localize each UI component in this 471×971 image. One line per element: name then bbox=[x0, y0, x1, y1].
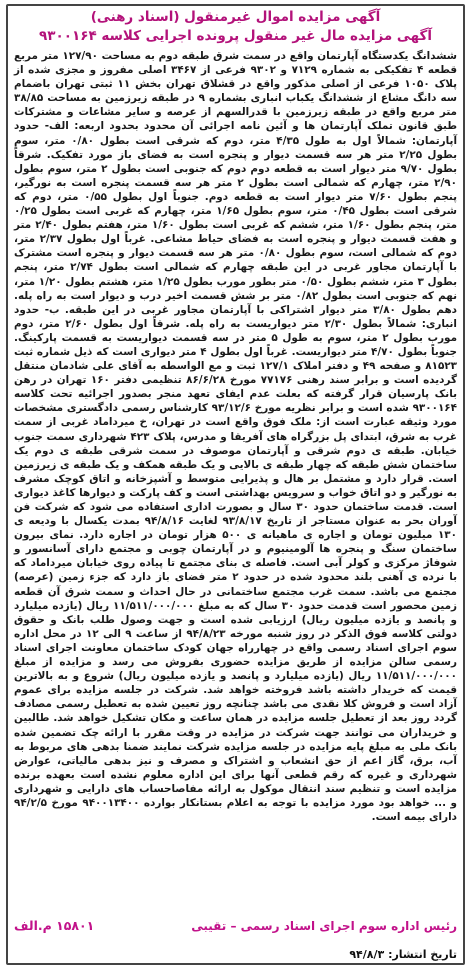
notice-code: ۱۵۸۰۱ م.الف bbox=[14, 918, 95, 933]
notice-footer bbox=[14, 918, 457, 933]
signature-row bbox=[14, 918, 457, 933]
notice-title: آگهی مزایده اموال غیرمنقول (اسناد رهنی) bbox=[90, 9, 381, 25]
publish-date: تاریخ انتشار: ۹۴/۸/۳ bbox=[349, 948, 457, 961]
notice-subtitle: آگهی مزایده مال غیر منقول پرونده اجرایی کلاسه ۹۳۰۰۱۶۴ bbox=[39, 28, 432, 44]
notice-header bbox=[10, 8, 461, 45]
notice-body: ششدانگ یکدستگاه آپارتمان واقع در سمت شرق طبقه دوم به مساحت ۱۲۷/۹۰ متر مربع قطعه ۴ تفکیکی به شماره ۷۱۲۹ و ۹۳۰۲ فرعی از ۳۴۶۷ اصلی مفروز و مجزی شده از پلاک ۱۰۵۰ فرعی از اصلی مذکور واقع در قشلاق تهران بخش ۱۱ ثبتی تهران باضمام سه دانگ مشاع از ششدانگ یکباب انباری بشماره ۹ در طبقه زیرزمین به مساحت ۳۸/۸۵ متر مربع واقع در طبقه زیرزمین با قدرالسهم از عرصه و سایر مشاعات و مشترکات طبق قانون تملک آپارتمان ها و آئین نامه اجرائی آن محدود بحدود اربعه: الف- حدود آپارتمان: شمالاً اول به طول ۴/۳۵ متر، دوم که شرقی است بطول ۰/۸۰ متر، سوم بطول ۲/۲۵ متر هر سه قسمت دیوار و پنجره است به فضای باز مورد تفکیک. شرقاً بطول ۹/۷۰ متر دیوار است به قطعه دوم دوم که جنوبی است بطول ۲ متر، سوم بطول ۲/۹۰ متر، چهارم که شمالی است بطول ۲ متر هر سه قسمت پنجره است به نورگیر، پنجم بطول ۷/۶۰ متر دیوار است به قطعه دوم. جنوباً اول بطول ۰/۵۵ متر، دوم که شرقی است بطول ۰/۴۵ متر، سوم بطول ۱/۶۵ متر، چهارم که غربی است بطول ۰/۲۵ متر، پنجم بطول ۱/۶۰ متر، ششم که غربی است بطول ۱/۶۰ متر، هفتم بطول ۲/۴۰ متر و هفت قسمت دیوار و پنجره است به فضای حیاط مشاعی. غرباً اول بطول ۲/۳۷ متر، دوم که شمالی است، سوم بطول ۰/۸۰ متر هر سه قسمت دیوار و پنجره است مشترک با آپارتمان مجاور غربی در این طبقه چهارم که شمالی است بطول ۲/۷۴ متر، پنجم بطول ۳ متر، ششم بطول ۰/۵۰ متر بطور مورب بطول ۱/۲۵ متر، هشتم بطول ۱/۲۰ متر، نهم که جنوبی است بطول ۰/۸۲ متر بر شش قسمت اخیر درب و دیوار است به راه پله. دهم بطول ۳/۸۰ متر دیوار اشتراکی با آپارتمان مجاور غربی در این طبقه. ب- حدود انباری: شمالاً بطول ۲/۳۰ متر دیواریست به راه پله. شرقاً اول بطول ۲/۶۰ متر، دوم مورب بطول ۲ متر، سوم به طول ۵ متر در سه قسمت دیواریست به قسمت پارکینگ. جنوباً بطول ۴/۷۰ متر دیواریست. غرباً اول بطول ۴ متر دیواری است که ذیل شماره ثبت ۸۱۵۲۳ و صفحه ۴۹ و دفتر املاک ۱۲۷/۱ ثبت و مع الواسطه به آقای علی شادمان منتقل گردیده است و برابر سند رهنی ۷۷۱۷۶ مورخ ۸۶/۶/۲۸ تنظیمی دفتر ۱۶۰ تهران در رهن بانک پارسیان قرار گرفته که بعلت عدم ایفای تعهد منجر بصدور اجرائیه تحت کلاسه ۹۳۰۰۱۶۴ شده است و برابر نظریه مورخ ۹۳/۱۲/۶ کارشناس رسمی دادگستری مشخصات مورد وثیقه عبارت است از: ملک فوق واقع است در تهران، خ میرداماد غربی از سمت غرب به شرق، ابتدای پل بزرگراه های آفریقا و مدرس، پلاک ۴۲۳ شهرداری سمت جنوب خیابان. طبقه ی دوم شرقی و آپارتمان موصوف در سمت شرقی طبقه ی دوم یک ساختمان شش طبقه که چهار طبقه ی بالایی و یک طبقه همکف و یک طبقه ی زیرزمین است. قرار دارد و مشتمل بر هال و پذیرایی متوسط و آشپزخانه و اتاق کوچک مشرف به نورگیر و دو اتاق خواب و سرویس بهداشتی است و کف پارکت و دیوارها کاغذ دیواری است. قدمت ساختمان حدود ۳۰ سال و بصورت اداری استفاده می شود که شرکت فن آوران بحر به عنوان مستاجر از تاریخ ۹۳/۸/۱۷ لغایت ۹۴/۸/۱۶ بمدت یکسال با ودیعه ی ۱۳۰ میلیون تومان و اجاره ی ماهیانه ی ۵۰۰ هزار تومان در اجاره دارد. نمای بیرون ساختمان سنگ و پنجره ها آلومینیوم و در آپارتمان چوبی و مجتمع دارای آسانسور و شوفاژ مرکزی و کولر آبی است. فاصله ی بنای مجتمع تا پیاده روی خیابان میرداماد که با نرده ی آهنی بلند محدود شده در حدود ۲ متر فضای باز دارد که جزء زمین (عرصه) مجتمع می باشد. سمت غرب مجتمع ساختمانی در حال احداث و سمت شرق آن قطعه زمین محصور است قدمت حدود ۳۰ سال که به مبلغ ۱۱/۵۱۱/۰۰۰/۰۰۰ ریال (یازده میلیارد و پانصد و یازده میلیون ریال) ارزیابی شده است و جهت وصول طلب بانک و حقوق دولتی کلاسه فوق الذکر در روز شنبه مورخه ۹۴/۸/۲۳ از ساعت ۹ الی ۱۲ در محل اداره سوم اجرای اسناد رسمی واقع در چهارراه جهان کودک ساختمان معاونت اجرای اسناد رسمی سالن مزایده از طریق مزایده حضوری بفروش می رسد و مزایده از مبلغ ۱۱/۵۱۱/۰۰۰/۰۰۰ ریال (یازده میلیارد و پانصد و یازده میلیون ریال) شروع و به بالاترین قیمت که خریدار داشته باشد فروخته خواهد شد. شرکت در جلسه مزایده برای عموم آزاد است و فروش کلا نقدی می باشد چنانچه روز تعیین شده به تعطیل رسمی مصادف گردد روز بعد از تعطیل جلسه مزایده در همان ساعت و مکان تشکیل خواهد شد. طالبین و خریداران می توانند جهت شرکت در مزایده در وقت مقرر با ارائه چک تضمین شده بانک ملی به مبلغ پایه مزایده در جلسه مزایده شرکت نمایند ضمنا بدهی های مربوط به آب، برق، گاز اعم از حق انشعاب و اشتراک و مصرف و نیز بدهی مالیاتی، عوارض شهرداری و غیره که رقم قطعی آنها برای این اداره معلوم نشده است بعهده برنده مزایده است و تنظیم سند انتقال موکول به ارائه مفاصاحساب های دارایی و شهرداری و ... خواهد بود مورد مزایده با توجه به اعلام بستانکار بوارده ۹۴۰۰۱۳۴۰۰ مورخ ۹۴/۲/۵ دارای بیمه است. bbox=[14, 50, 458, 824]
signer-name: رئیس اداره سوم اجرای اسناد رسمی – تقیبی bbox=[191, 919, 457, 933]
